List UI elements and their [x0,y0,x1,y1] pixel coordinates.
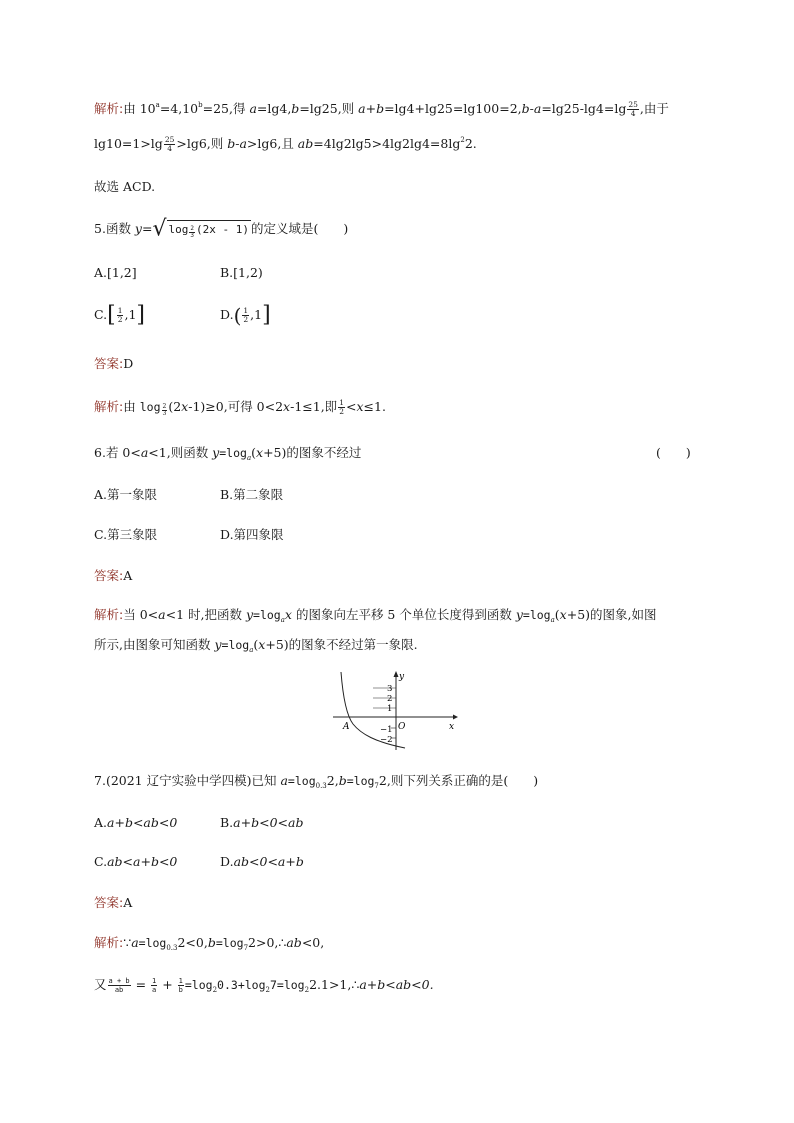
question-number: 7. [94,773,106,788]
sqrt-expression: √ log $\frac{2}{3}$ (2x - 1) [152,216,249,242]
q6-answer: 答案:A [94,568,133,583]
q7-analysis-line-1: 解析$:\because a=\log_{0.3}2<0,b=\log_72>0,\therefore ab<0$, [94,935,325,952]
origin-label: O [398,722,406,732]
q5-option-a: A.[1,2] [94,265,137,280]
y-axis-arrow [394,671,399,677]
q6-stem: 6.若 0<a<1,则函数 $y=\log_a(x+5)$的图象不经过 [94,445,362,462]
answer-label: 答案 [94,895,120,910]
fraction-25-4: $\frac{25}{4}$ [164,135,175,153]
q6-option-b: B.第二象限 [220,487,284,502]
question-number: 5. [94,221,106,236]
q7-option-a: A.a+b<ab<0 [94,815,178,830]
y-axis-label: y [399,672,405,682]
q5-option-b: B.[1,2) [220,265,263,280]
q6-analysis-line-2: 所示,由图象可知函数 $y=\log_a(x+5)$的图象不经过第一象限. [94,637,418,654]
fraction-25-4: $\frac{25}{4}$ [628,100,638,118]
q7-stem: 7.(2021 辽宁实验中学四模)已知 $a=\log_{0.3}2,b=\log_72$,则下列关系正确的是( ) [94,773,539,790]
q5-answer: 答案:D [94,356,134,371]
q6-option-c: C.第三象限 [94,527,158,542]
svg-text:3: 3 [387,684,393,694]
q7-option-c: C.ab<a+b<0 [94,854,178,869]
q6-analysis-line-1: 解析:当 0<a<1 时,把函数 $y=\log_ax$ 的图象向左平移 5 个单位长度得到函数 $y=\log_a(x+5)$的图象,如图 [94,607,657,624]
q5-stem: 5.函数 y=√ log $\frac{2}{3}$ (2x - 1) 的定义域是( ) [94,216,349,242]
q7-option-d: D.ab<0<a+b [220,854,304,869]
question-number: 6. [94,445,106,460]
question-source: (2021 辽宁实验中学四模) [105,773,252,788]
q6-option-a: A.第一象限 [94,487,158,502]
q4-analysis-line-2: lg10=1>lg $\frac{25}{4}$ >lg6,则 b-a>lg6,且 $ab=4\lg 2\lg 5>4\lg 2\lg 4=8\lg^22$. [94,135,477,153]
q7-option-b: B.a+b<0<ab [220,815,304,830]
q7-answer: 答案:A [94,895,133,910]
svg-text:2: 2 [387,694,393,704]
answer-label: 答案 [94,568,120,583]
x-axis-arrow [453,715,458,720]
x-axis-label: x [449,722,455,732]
analysis-label: 解析 [94,101,120,116]
q4-analysis-line-1: 解析:由 $10^a=4,10^b=25$,得 a=lg4,b=lg25,则 a+b=lg4+lg25=lg100=2,b-a=lg25-lg4=lg $\frac{25}{4}$ ,由于 [94,100,669,118]
analysis-label: 解析 [94,935,120,950]
log-function-graph [325,668,465,754]
q4-choose: 故选 ACD. [94,179,156,194]
analysis-label: 解析 [94,607,120,622]
svg-text:1: 1 [387,704,393,714]
point-a-label: A [343,722,350,732]
q5-option-d: D.( $\frac{1}{2}$ ,1] [220,302,271,328]
svg-text:−1: −1 [380,725,393,735]
q7-analysis-line-2: 又 $\frac{a + b}{ab}$ = $\frac{1}{a}$ + $\frac{1}{b}$ $=\log_20.3+\log_27=\log_22.1>1,\therefore a+b<ab<0$. [94,977,434,994]
q5-analysis: 解析:由 log $\frac{2}{3}$ (2x-1)≥0,可得 0<2x-1≤1,即 $\frac{1}{2}$ <x≤1. [94,398,386,417]
svg-text:−2: −2 [380,735,393,745]
q6-option-d: D.第四象限 [220,527,284,542]
function-curve [341,672,405,748]
q6-answer-paren: ( ) [656,445,691,460]
answer-label: 答案 [94,356,120,371]
q5-option-c: C.[ $\frac{1}{2}$ ,1] [94,302,145,328]
analysis-label: 解析 [94,399,120,414]
